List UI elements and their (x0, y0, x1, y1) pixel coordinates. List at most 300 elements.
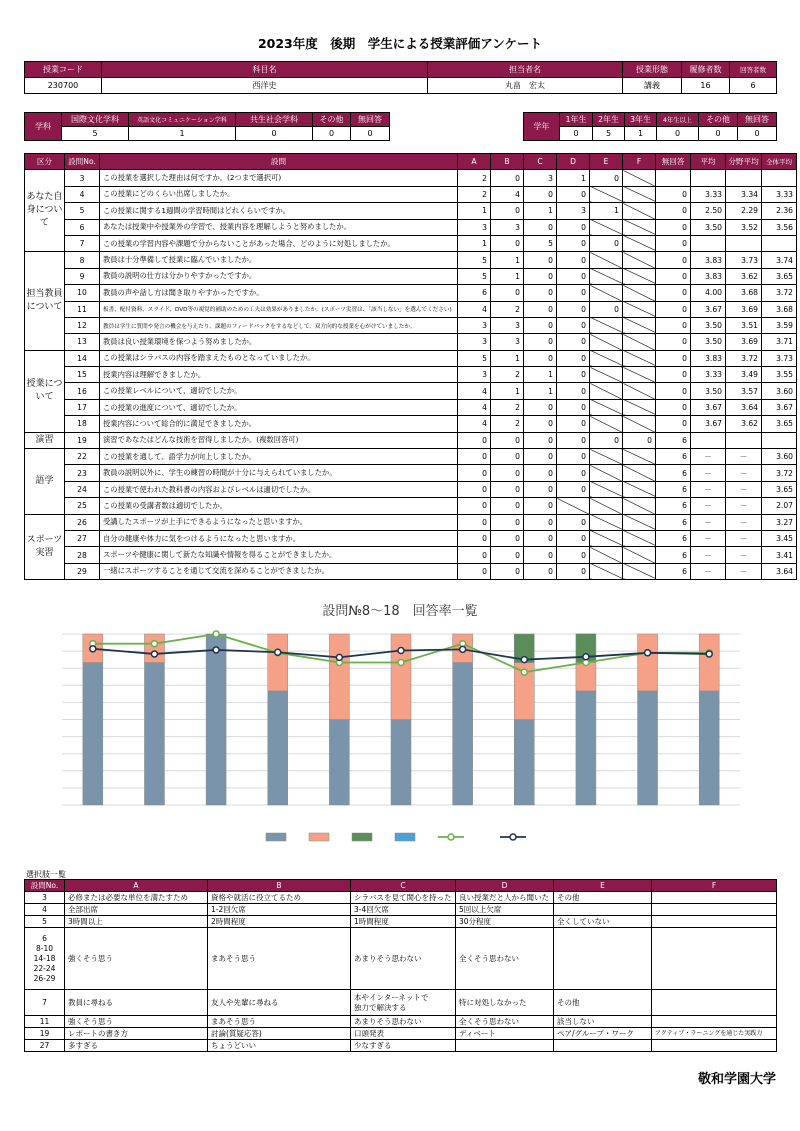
answer-count-e: 0 (590, 235, 623, 251)
bar-segment-A (144, 663, 164, 805)
legend-swatch (266, 833, 286, 841)
answer-count-b: 0 (491, 498, 524, 514)
answer-count-a: 0 (458, 563, 491, 579)
question-number: 16 (65, 383, 100, 399)
answer-count-na: 0 (656, 334, 691, 350)
answer-count-a: 0 (458, 449, 491, 465)
options-choice: 教員に尋ねる (65, 990, 208, 1016)
not-applicable-cell (590, 252, 623, 268)
answer-count-b: 3 (491, 219, 524, 235)
question-text: 授業内容について総合的に満足できましたか。 (100, 416, 458, 432)
field-average-score: － (726, 481, 762, 497)
overall-average-score: 3.27 (762, 514, 797, 530)
answer-count-b: 1 (491, 350, 524, 366)
options-choice: 討論(質疑応答) (208, 1028, 351, 1040)
field-average-score: 2.29 (726, 203, 762, 219)
options-choice (652, 904, 777, 916)
overall-average-score: 3.65 (762, 268, 797, 284)
options-choice: 該当しない (554, 1016, 652, 1028)
options-choice: 強くそう思う (65, 1016, 208, 1028)
answer-count-na: 0 (656, 383, 691, 399)
series-point-全体平均 (645, 650, 651, 656)
options-choice: まあそう思う (208, 928, 351, 990)
question-number: 11 (65, 301, 100, 317)
answer-count-e: 0 (590, 170, 623, 186)
options-question-number: 6 8-10 14-18 22-24 26-29 (25, 928, 65, 990)
options-row (25, 916, 777, 928)
not-applicable-cell (623, 530, 656, 546)
question-number: 23 (65, 465, 100, 481)
question-row (25, 285, 797, 301)
question-text: この授業を選択した理由は何ですか。(2つまで選択可) (100, 170, 458, 186)
not-applicable-cell (590, 268, 623, 284)
question-text: 受講したスポーツが上手にできるようになったと思いますか。 (100, 514, 458, 530)
options-choice: 資格や就活に役立てるため (208, 892, 351, 904)
question-row (25, 547, 797, 563)
field-average-score: 3.52 (726, 219, 762, 235)
question-row (25, 481, 797, 497)
year-value: 5 (593, 127, 625, 141)
year-value: 0 (657, 127, 699, 141)
year-label: 無回答 (738, 113, 777, 127)
question-number: 14 (65, 350, 100, 366)
question-number: 13 (65, 334, 100, 350)
course-header-value: 6 (730, 78, 777, 94)
answer-count-b: 1 (491, 252, 524, 268)
answer-count-d: 3 (557, 203, 590, 219)
options-choice: 口頭発表 (351, 1028, 456, 1040)
answer-count-c: 0 (524, 219, 557, 235)
options-row (25, 892, 777, 904)
options-choice (456, 1040, 554, 1052)
series-point-全体平均 (336, 654, 342, 660)
not-applicable-cell (557, 498, 590, 514)
dept-value: 0 (351, 127, 390, 141)
options-column-header: E (554, 880, 652, 892)
answer-count-na: 0 (656, 252, 691, 268)
not-applicable-cell (623, 186, 656, 202)
not-applicable-cell (623, 498, 656, 514)
options-choice: アクティブ・ラーニングを通じた実践力 (652, 1028, 777, 1040)
bar-segment-A (268, 691, 288, 805)
question-text: 教員の声や話し方は聞き取りやすかったですか。 (100, 285, 458, 301)
options-choice: その他 (554, 990, 652, 1016)
answer-count-c: 0 (524, 186, 557, 202)
answer-count-na: 0 (656, 285, 691, 301)
question-text: 自分の健康や体力に気をつけるようになったと思いますか。 (100, 530, 458, 546)
question-text: この授業の学習内容や課題で分からないことがあった場合、どのように対処しましたか。 (100, 235, 458, 251)
dept-value: 0 (236, 127, 313, 141)
legend-marker (510, 834, 516, 840)
answer-count-c: 0 (524, 449, 557, 465)
course-header-label: 科目名 (102, 62, 428, 78)
bar-segment-A (329, 720, 349, 806)
not-applicable-cell (590, 498, 623, 514)
course-header-label: 履修者数 (682, 62, 730, 78)
answer-count-na: 0 (656, 268, 691, 284)
answer-count-c: 0 (524, 317, 557, 333)
question-number: 12 (65, 317, 100, 333)
year-label: 3年生 (625, 113, 657, 127)
answer-count-na: 0 (656, 367, 691, 383)
answer-count-b: 0 (491, 465, 524, 481)
overall-average-score: 3.45 (762, 530, 797, 546)
overall-average-score: 3.64 (762, 563, 797, 579)
question-number: 22 (65, 449, 100, 465)
question-table-column-header: 設問 (100, 154, 458, 170)
options-column-header: F (652, 880, 777, 892)
options-choice: 1-2回欠席 (208, 904, 351, 916)
answer-count-d: 0 (557, 334, 590, 350)
answer-count-na: 0 (656, 186, 691, 202)
answer-count-c: 0 (524, 514, 557, 530)
options-choice: レポートの書き方 (65, 1028, 208, 1040)
options-choice: 友人や先輩に尋ねる (208, 990, 351, 1016)
field-average-score: 3.69 (726, 301, 762, 317)
answer-count-na: 6 (656, 530, 691, 546)
answer-count-b: 3 (491, 317, 524, 333)
question-row (25, 186, 797, 202)
options-choice: 全くしていない (554, 916, 652, 928)
question-number: 18 (65, 416, 100, 432)
not-applicable-cell (623, 301, 656, 317)
course-header-label: 授業コード (25, 62, 102, 78)
answer-count-na: 6 (656, 449, 691, 465)
average-score: 3.67 (691, 301, 726, 317)
answer-count-a: 0 (458, 530, 491, 546)
year-row-label: 学年 (524, 113, 560, 141)
answer-count-a: 4 (458, 383, 491, 399)
question-text: スポーツや健康に関して新たな知識や情報を得ることができましたか。 (100, 547, 458, 563)
answer-count-b: 0 (491, 432, 524, 448)
answer-count-a: 3 (458, 317, 491, 333)
average-score: － (691, 498, 726, 514)
question-row (25, 465, 797, 481)
dept-label: 英語文化コミュニケーション学科 (129, 113, 236, 127)
field-average-score: 3.34 (726, 186, 762, 202)
options-question-number: 19 (25, 1028, 65, 1040)
options-choice (652, 928, 777, 990)
bar-segment-B (638, 634, 658, 691)
not-applicable-cell (623, 465, 656, 481)
field-average-score: 3.69 (726, 334, 762, 350)
year-label: 1年生 (560, 113, 593, 127)
answer-count-na: 0 (656, 317, 691, 333)
dept-label: 無回答 (351, 113, 390, 127)
bar-segment-A (206, 634, 226, 805)
not-applicable-cell (623, 334, 656, 350)
average-score: 3.33 (691, 186, 726, 202)
question-text: 授業内容は理解できましたか。 (100, 367, 458, 383)
series-point-全体平均 (583, 654, 589, 660)
question-number: 8 (65, 252, 100, 268)
answer-count-a: 5 (458, 252, 491, 268)
not-applicable-cell (590, 186, 623, 202)
options-choice: シラバスを見て関心を持った (351, 892, 456, 904)
series-point-全体平均 (460, 646, 466, 652)
options-row (25, 1016, 777, 1028)
options-column-header: A (65, 880, 208, 892)
answer-count-d: 0 (557, 367, 590, 383)
options-column-header: C (351, 880, 456, 892)
answer-count-c: 0 (524, 432, 557, 448)
question-table-column-header: A (458, 154, 491, 170)
answer-count-na: 6 (656, 514, 691, 530)
options-choice: 3-4回欠席 (351, 904, 456, 916)
answer-count-b: 2 (491, 399, 524, 415)
question-number: 28 (65, 547, 100, 563)
options-question-number: 3 (25, 892, 65, 904)
question-text: 一緒にスポーツすることを通じて交流を深めることができましたか。 (100, 563, 458, 579)
question-row (25, 432, 797, 448)
answer-count-d: 0 (557, 219, 590, 235)
overall-average-score: 3.74 (762, 252, 797, 268)
answer-count-b: 0 (491, 547, 524, 563)
course-header-value: 講義 (623, 78, 682, 94)
answer-count-b: 3 (491, 334, 524, 350)
overall-average-score (762, 432, 797, 448)
options-choice: 必修または必要な単位を満たすため (65, 892, 208, 904)
options-row (25, 904, 777, 916)
answer-count-b: 1 (491, 383, 524, 399)
answer-count-a: 4 (458, 399, 491, 415)
answer-count-na: 0 (656, 219, 691, 235)
options-question-number: 7 (25, 990, 65, 1016)
series-point-平均 (151, 641, 157, 647)
answer-count-na: 6 (656, 432, 691, 448)
average-score: 3.50 (691, 383, 726, 399)
average-score: 4.00 (691, 285, 726, 301)
options-choice: あまりそう思わない (351, 1016, 456, 1028)
answer-count-a: 1 (458, 203, 491, 219)
field-average-score: 3.62 (726, 268, 762, 284)
field-average-score: 3.73 (726, 252, 762, 268)
answer-count-na: 0 (656, 301, 691, 317)
field-average-score: 3.68 (726, 285, 762, 301)
question-text: あなたは授業中や授業外の学習で、授業内容を理解しようと努めましたか。 (100, 219, 458, 235)
question-text: 教員は十分準備して授業に臨んでいましたか。 (100, 252, 458, 268)
answer-count-c: 0 (524, 399, 557, 415)
year-value: 1 (625, 127, 657, 141)
answer-count-d: 0 (557, 530, 590, 546)
field-average-score: 3.64 (726, 399, 762, 415)
answer-count-b: 0 (491, 514, 524, 530)
year-table (523, 112, 777, 141)
average-score (691, 170, 726, 186)
field-average-score: 3.57 (726, 383, 762, 399)
series-point-平均 (213, 631, 219, 637)
category-label: 担当教員について (25, 252, 65, 350)
options-choice: 3時間以上 (65, 916, 208, 928)
options-row (25, 1040, 777, 1052)
question-row (25, 203, 797, 219)
answer-count-d: 0 (557, 481, 590, 497)
question-number: 24 (65, 481, 100, 497)
options-choice: 本やインターネットで 独力で解決する (351, 990, 456, 1016)
options-choice (554, 904, 652, 916)
legend-swatch (309, 833, 329, 841)
not-applicable-cell (590, 449, 623, 465)
options-choice: 2時間程度 (208, 916, 351, 928)
options-caption: 選択肢一覧 (26, 870, 66, 879)
answer-count-a: 0 (458, 465, 491, 481)
question-text: この授業の進度について、適切でしたか。 (100, 399, 458, 415)
overall-average-score: 2.36 (762, 203, 797, 219)
category-label: 語学 (25, 449, 65, 515)
field-average-score: － (726, 449, 762, 465)
overall-average-score: 3.72 (762, 465, 797, 481)
answer-count-a: 2 (458, 170, 491, 186)
question-row (25, 563, 797, 579)
options-choice: 多すぎる (65, 1040, 208, 1052)
field-average-score (726, 235, 762, 251)
bar-segment-A (576, 691, 596, 805)
bar-segment-B (576, 662, 596, 691)
overall-average-score: 3.59 (762, 317, 797, 333)
answer-count-a: 6 (458, 285, 491, 301)
options-choice (652, 892, 777, 904)
average-score: － (691, 530, 726, 546)
average-score: 3.50 (691, 317, 726, 333)
question-text: この授業はシラバスの内容を踏まえたものとなっていましたか。 (100, 350, 458, 366)
answer-count-c: 5 (524, 235, 557, 251)
answer-count-c: 1 (524, 383, 557, 399)
not-applicable-cell (590, 481, 623, 497)
not-applicable-cell (623, 170, 656, 186)
not-applicable-cell (623, 481, 656, 497)
average-score: － (691, 465, 726, 481)
options-choice: 全部出席 (65, 904, 208, 916)
series-point-全体平均 (90, 646, 96, 652)
overall-average-score: 3.60 (762, 449, 797, 465)
bar-segment-B (144, 634, 164, 663)
bar-segment-A (638, 691, 658, 805)
question-row (25, 334, 797, 350)
question-row (25, 252, 797, 268)
question-table-column-header: B (491, 154, 524, 170)
answer-count-d: 0 (557, 252, 590, 268)
question-row (25, 514, 797, 530)
answer-count-b: 0 (491, 285, 524, 301)
answer-count-a: 1 (458, 235, 491, 251)
question-number: 25 (65, 498, 100, 514)
not-applicable-cell (590, 416, 623, 432)
not-applicable-cell (623, 219, 656, 235)
year-label: 4年生以上 (657, 113, 699, 127)
answer-count-a: 2 (458, 186, 491, 202)
not-applicable-cell (590, 530, 623, 546)
course-header-label: 回答者数 (730, 62, 777, 78)
average-score: 3.83 (691, 252, 726, 268)
answer-count-d: 0 (557, 235, 590, 251)
options-question-number: 27 (25, 1040, 65, 1052)
category-label: スポーツ実習 (25, 514, 65, 580)
series-point-全体平均 (521, 657, 527, 663)
answer-count-na: 0 (656, 203, 691, 219)
course-header-value: 230700 (25, 78, 102, 94)
not-applicable-cell (590, 219, 623, 235)
answer-count-c: 0 (524, 301, 557, 317)
options-choice: その他 (554, 892, 652, 904)
series-point-全体平均 (213, 647, 219, 653)
question-table-column-header: 無回答 (656, 154, 691, 170)
response-rate-chart (0, 620, 800, 875)
options-question-number: 5 (25, 916, 65, 928)
options-choice: 良い授業だと人から聞いた (456, 892, 554, 904)
answer-count-b: 1 (491, 268, 524, 284)
average-score: － (691, 481, 726, 497)
answer-count-d: 0 (557, 514, 590, 530)
course-header-value: 16 (682, 78, 730, 94)
question-table-column-header: 分野平均 (726, 154, 762, 170)
field-average-score: － (726, 547, 762, 563)
bar-segment-A (83, 663, 103, 805)
not-applicable-cell (623, 563, 656, 579)
answer-count-f: 0 (623, 432, 656, 448)
options-choice: まあそう思う (208, 1016, 351, 1028)
answer-count-b: 2 (491, 416, 524, 432)
category-label: 授業について (25, 350, 65, 432)
not-applicable-cell (590, 547, 623, 563)
question-text: 教員は学生に質問や発言の機会を与えたり、課題のフィードバックをするなどして、双方向的な授業を心がけていましたか。 (100, 317, 458, 333)
not-applicable-cell (590, 317, 623, 333)
question-row (25, 317, 797, 333)
field-average-score: － (726, 465, 762, 481)
dept-row-label: 学科 (25, 113, 62, 141)
answer-count-a: 5 (458, 268, 491, 284)
field-average-score (726, 432, 762, 448)
question-row (25, 268, 797, 284)
answer-count-d: 0 (557, 547, 590, 563)
not-applicable-cell (623, 399, 656, 415)
options-choice (652, 990, 777, 1016)
question-row (25, 219, 797, 235)
answer-count-a: 0 (458, 498, 491, 514)
question-table-column-header: D (557, 154, 590, 170)
bar-segment-A (699, 691, 719, 805)
options-row (25, 928, 777, 990)
options-row (25, 1028, 777, 1040)
not-applicable-cell (623, 383, 656, 399)
average-score: － (691, 514, 726, 530)
field-average-score: 3.51 (726, 317, 762, 333)
answer-count-c: 0 (524, 481, 557, 497)
answer-count-b: 4 (491, 186, 524, 202)
options-column-header: D (456, 880, 554, 892)
answer-count-b: 0 (491, 203, 524, 219)
course-header-label: 授業形態 (623, 62, 682, 78)
year-value: 0 (738, 127, 777, 141)
field-average-score: － (726, 530, 762, 546)
answer-count-d: 0 (557, 399, 590, 415)
legend-swatch (395, 833, 415, 841)
bar-segment-A (391, 720, 411, 806)
question-text: この授業で使われた教科書の内容およびレベルは適切でしたか。 (100, 481, 458, 497)
answer-count-a: 4 (458, 416, 491, 432)
question-table-column-header: 区分 (25, 154, 65, 170)
answer-count-b: 0 (491, 235, 524, 251)
university-name: 敬和学園大学 (697, 1072, 776, 1087)
options-choice (554, 1040, 652, 1052)
not-applicable-cell (590, 285, 623, 301)
question-row (25, 235, 797, 251)
not-applicable-cell (590, 465, 623, 481)
options-row (25, 990, 777, 1016)
question-text: この授業レベルについて、適切でしたか。 (100, 383, 458, 399)
answer-count-c: 0 (524, 252, 557, 268)
overall-average-score: 3.71 (762, 334, 797, 350)
question-table-column-header: 全体平均 (762, 154, 797, 170)
